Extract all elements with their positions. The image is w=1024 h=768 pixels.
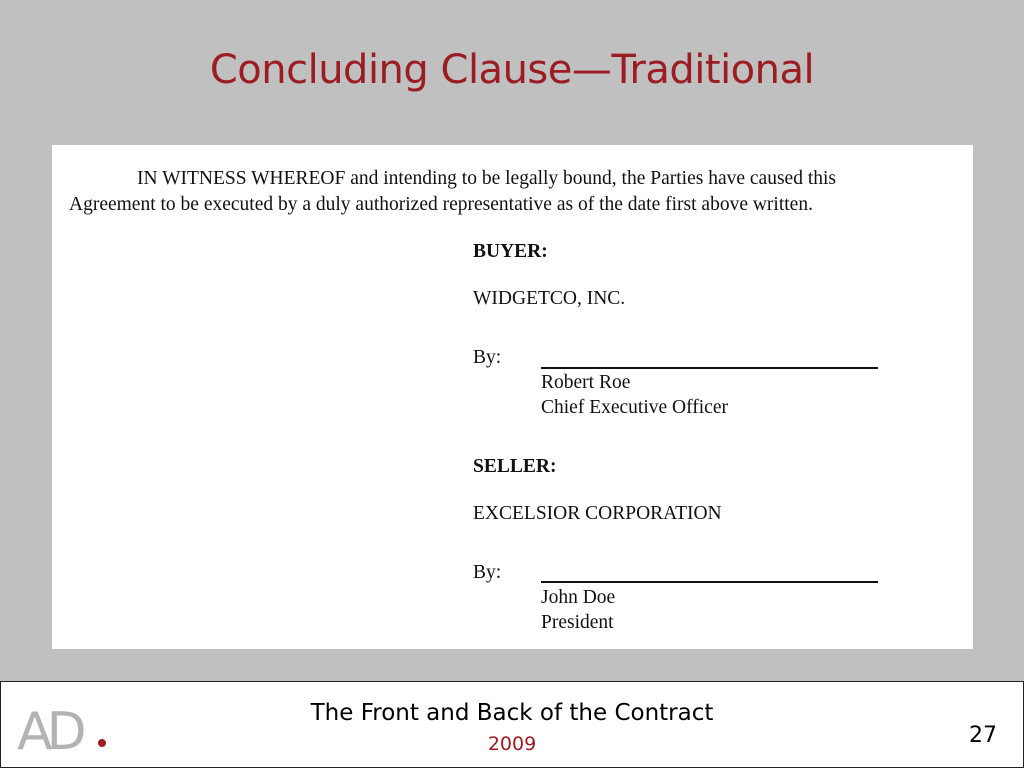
buyer-by-label: By: bbox=[473, 347, 502, 368]
buyer-company: WIDGETCO, INC. bbox=[473, 288, 626, 309]
slide-footer bbox=[0, 681, 1024, 768]
seller-heading: SELLER: bbox=[473, 456, 557, 477]
document-excerpt bbox=[52, 145, 973, 649]
seller-signer-name: John Doe bbox=[541, 587, 616, 608]
seller-signature-line bbox=[541, 581, 878, 583]
buyer-signer-name: Robert Roe bbox=[541, 372, 631, 393]
slide-title: Concluding Clause—Traditional bbox=[209, 47, 815, 93]
witness-paragraph bbox=[69, 166, 949, 218]
witness-paragraph-line-2: Agreement to be executed by a duly authorized representative as of the date first above written. bbox=[69, 194, 813, 215]
page-number: 27 bbox=[969, 723, 997, 748]
ad-logo-text: AD bbox=[17, 702, 81, 755]
seller-by-label: By: bbox=[473, 562, 502, 583]
buyer-heading: BUYER: bbox=[473, 241, 548, 262]
buyer-signature-line bbox=[541, 367, 878, 369]
seller-signer-title: President bbox=[541, 612, 614, 633]
footer-title: The Front and Back of the Contract bbox=[310, 700, 714, 726]
witness-paragraph-line-1: IN WITNESS WHEREOF and intending to be legally bound, the Parties have caused this bbox=[137, 168, 836, 189]
buyer-signer-title: Chief Executive Officer bbox=[541, 397, 728, 418]
footer-year: 2009 bbox=[487, 733, 537, 755]
seller-company: EXCELSIOR CORPORATION bbox=[473, 503, 722, 524]
